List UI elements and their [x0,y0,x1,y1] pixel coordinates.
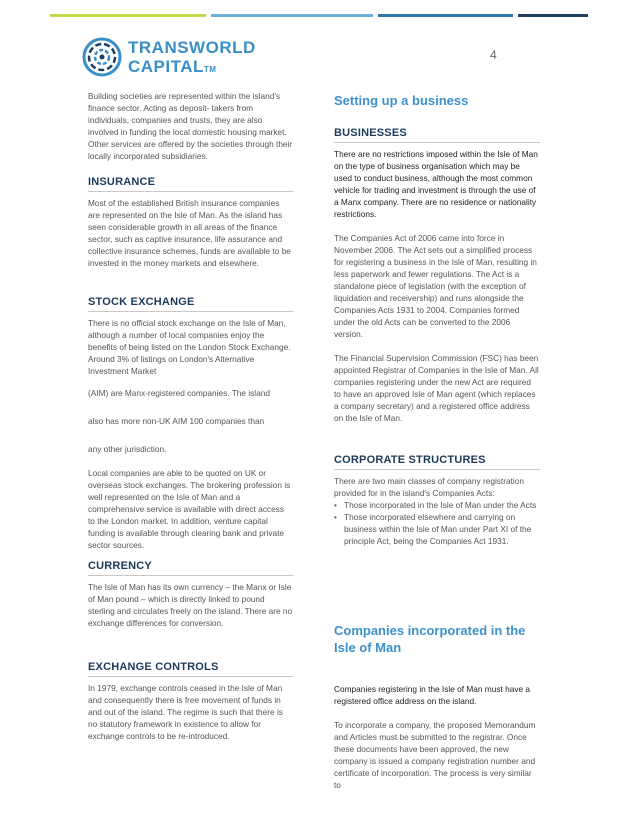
globe-logo-icon [82,37,122,77]
insurance-section [88,176,293,269]
insurance-paragraph: Most of the established British insurance companies are represented on the Isle of Man. As the island has seen considerable growth in all areas of the finance sector, such as captive insurance, life assurance and collective insurance schemes, funds are available to be invested in the money markets and elsewhere. [88,198,291,268]
stock-exchange-line-jurisdiction: any other jurisdiction. [88,444,167,454]
businesses-heading: BUSINESSES [334,127,407,139]
exchange-controls-heading: EXCHANGE CONTROLS [88,661,219,673]
corporate-bullet-2-text: Those incorporated elsewhere and carrying on business within the Isle of Man under Part XI of the principle Act, being the Companies Act 1931. [344,512,532,546]
corporate-structures-intro: There are two main classes of company registration provided for in the island's Companies Acts: [334,476,524,498]
businesses-section [334,127,540,424]
corporate-structures-divider [334,469,540,470]
currency-divider [88,575,293,576]
exchange-controls-paragraph: In 1979, exchange controls ceased in the Isle of Man and consequently there is free movement of funds in and out of the island. The regime is such that there is no statutory framework in existence to allow for exchange controls to be re-introduced. [88,683,283,741]
corporate-structures-heading: CORPORATE STRUCTURES [334,454,486,466]
fsc-paragraph: The Financial Supervision Commission (FSC) has been appointed Registrar of Companies in the Isle of Man. All companies registering under the new Act are required to have an approved Isle of Man agent (which replaces a company secretary) and a registered office address on the Isle of Man. [334,353,539,423]
insurance-heading: INSURANCE [88,176,156,188]
bullet-dot-icon: • [334,500,337,510]
company-logo [82,36,256,78]
bar-segment-green [50,14,206,17]
companies-incorporated-section [334,622,540,791]
setting-up-business-title: Setting up a business [334,93,469,108]
incorporation-process-paragraph: To incorporate a company, the proposed Memorandum and Articles must be submitted to the registrar. Once these documents have been approved, the new company is issued a company registration number and certificate of incorporation. The process is very similar to [334,720,536,790]
stock-exchange-heading: STOCK EXCHANGE [88,296,195,308]
companies-act-paragraph: The Companies Act of 2006 came into force in November 2006. The Act sets out a simplified process for registering a business in the Isle of Man, resulting in less paperwork and fewer regulations. The Act is a standalone piece of legislation (with the exception of liquidation and receivership) and runs alongside the Companies Acts 1931 to 2004. Companies formed under the old Acts can be converted to the 2006 version. [334,233,537,339]
stock-exchange-line-aim: (AIM) are Manx-registered companies. The island [88,388,270,398]
logo-line-2: CAPITALTM [128,57,217,76]
bullet-dot-icon: • [334,512,337,522]
logo-trademark: TM [203,65,217,74]
building-societies-paragraph: Building societies are represented within the island's finance sector. Acting as deposit- takers from individuals, companies and trusts, they are also involved in funding the local domestic housing market. Other services are offered by the societies through their locally incorporated subsidiaries. [88,91,293,161]
businesses-divider [334,142,540,143]
currency-paragraph: The Isle of Man has its own currency – the Manx or Isle of Man pound – which is directly linked to pound sterling and circulates freely on the island. There are no exchange differences for conversion. [88,582,293,628]
logo-line-1: TRANSWORLD [128,38,256,57]
bar-segment-blue [378,14,513,17]
bar-segment-lightblue [211,14,372,17]
corporate-structures-section [334,454,540,547]
corporate-bullet-2 [334,511,540,547]
stock-exchange-section [88,296,293,551]
exchange-controls-divider [88,676,293,677]
exchange-controls-section [88,661,293,742]
stock-exchange-line-aim100: also has more non-UK AIM 100 companies than [88,416,265,426]
stock-exchange-paragraph: There is no official stock exchange on the Isle of Man, although a number of local companies enjoy the benefits of being listed on the London Stock Exchange. Around 3% of listings on London's Alternative Investment Market [88,318,291,376]
corporate-bullet-1-text: Those incorporated in the Isle of Man under the Acts [344,500,537,510]
insurance-divider [88,191,293,192]
companies-incorporated-title: Companies incorporated in the Isle of Man [334,623,526,655]
companies-registering-paragraph: Companies registering in the Isle of Man must have a registered office address on the island. [334,684,530,706]
corporate-bullet-1 [334,499,540,511]
currency-section [88,560,293,629]
currency-heading: CURRENCY [88,560,152,572]
stock-exchange-paragraph-2: Local companies are able to be quoted on UK or overseas stock exchanges. The brokering profession is well represented on the Isle of Man and a comprehensive service is available with direct access to the London market. In addition, venture capital funding is available through clearing bank and private sector sources. [88,468,291,550]
businesses-paragraph: There are no restrictions imposed within the Isle of Man on the type of business organisation which may be used to conduct business, although the most common vehicle for trading and investment is through the use of a Manx company. There are no residence or nationality restrictions. [334,149,538,219]
top-color-bar [50,14,588,18]
page-number: 4 [490,48,497,62]
bar-segment-darkblue [518,14,588,17]
stock-exchange-divider [88,311,293,312]
